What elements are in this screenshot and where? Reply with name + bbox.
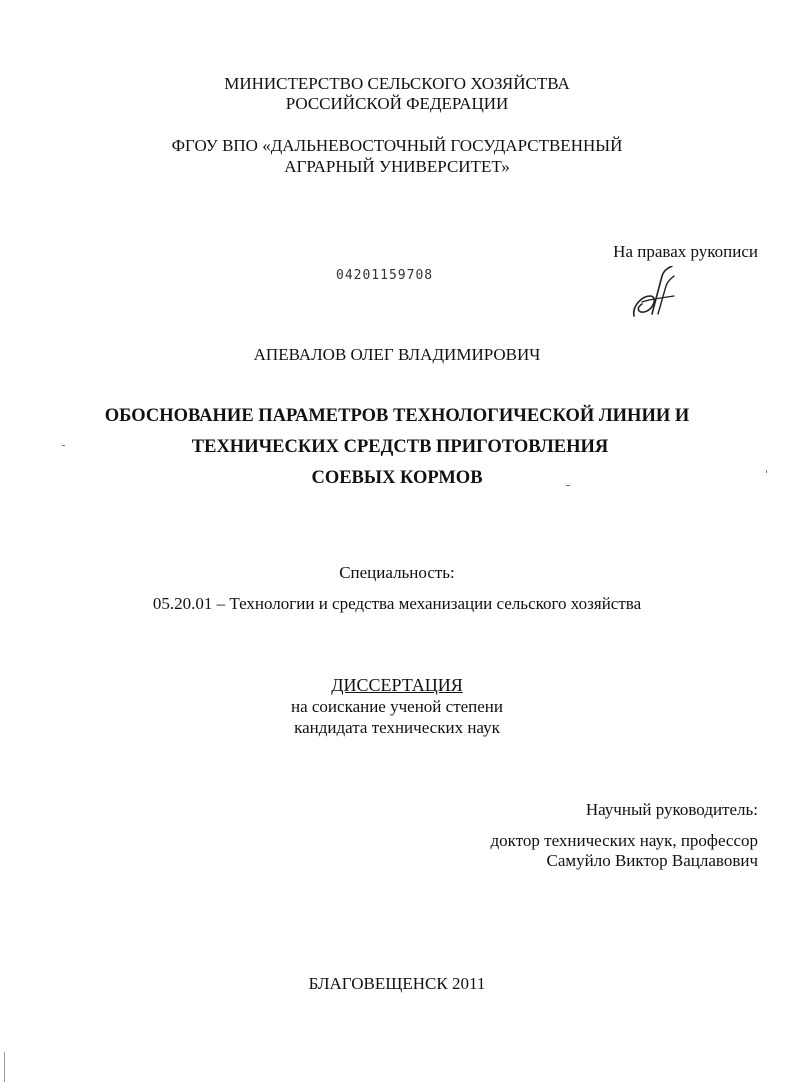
title-line-1: ОБОСНОВАНИЕ ПАРАМЕТРОВ ТЕХНОЛОГИЧЕСКОЙ ЛИНИИ И — [104, 406, 690, 426]
scan-speck — [566, 485, 570, 486]
supervisor-label: Научный руководитель: — [585, 800, 758, 819]
ministry-line-2: РОССИЙСКОЙ ФЕДЕРАЦИИ — [285, 94, 509, 113]
university-line-2: АГРАРНЫЙ УНИВЕРСИТЕТ» — [284, 157, 510, 176]
title-line-3: СОЕВЫХ КОРМОВ — [311, 468, 483, 488]
scan-speck — [766, 470, 767, 473]
specialty-value: 05.20.01 – Технологии и средства механизации сельского хозяйства — [152, 594, 642, 613]
supervisor-credentials: доктор технических наук, профессор — [490, 831, 758, 850]
manuscript-note: На правах рукописи — [613, 242, 758, 261]
scan-edge-mark — [4, 1052, 5, 1082]
supervisor-name: Самуйло Виктор Вацлавович — [546, 851, 758, 870]
ministry-line-1: МИНИСТЕРСТВО СЕЛЬСКОГО ХОЗЯЙСТВА — [224, 74, 570, 93]
city-year: БЛАГОВЕЩЕНСК 2011 — [308, 974, 486, 993]
university-line-1: ФГОУ ВПО «ДАЛЬНЕВОСТОЧНЫЙ ГОСУДАРСТВЕННЫЙ — [171, 136, 623, 155]
scan-speck — [62, 445, 65, 446]
degree-line-2: кандидата технических наук — [294, 718, 500, 737]
degree-line-1: на соискание ученой степени — [290, 697, 504, 716]
catalog-number: 04201159708 — [336, 268, 434, 283]
author-name: АПЕВАЛОВ ОЛЕГ ВЛАДИМИРОВИЧ — [253, 345, 541, 364]
title-line-2: ТЕХНИЧЕСКИХ СРЕДСТВ ПРИГОТОВЛЕНИЯ — [191, 437, 609, 457]
specialty-label: Специальность: — [339, 563, 455, 582]
degree-heading: ДИССЕРТАЦИЯ — [331, 675, 463, 695]
handwritten-signature — [628, 266, 678, 322]
